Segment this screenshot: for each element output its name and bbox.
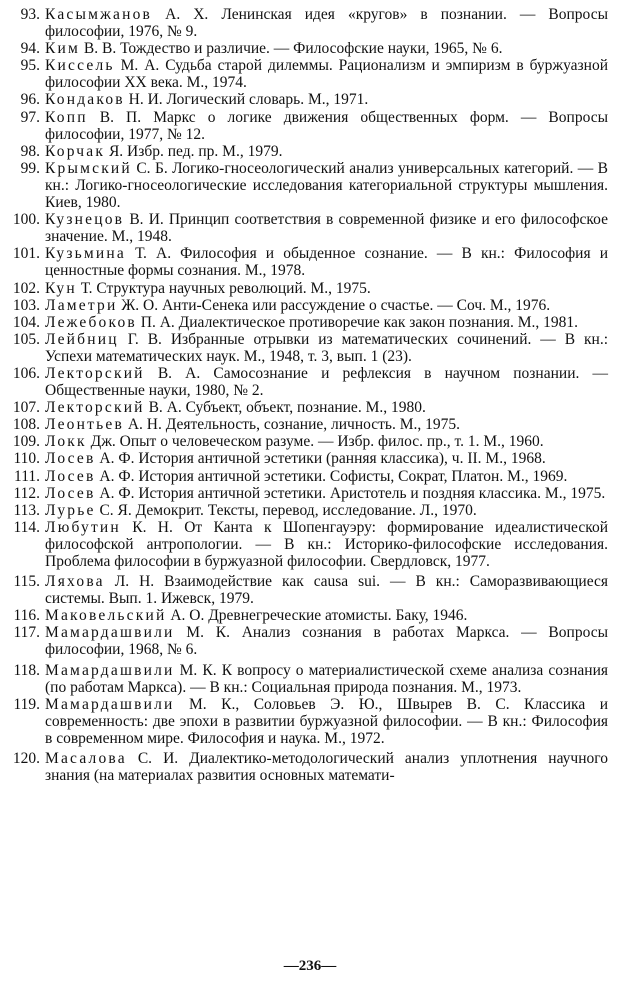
bib-entry-116: [6, 607, 608, 624]
entry-author: Маковельский: [45, 607, 167, 625]
bib-entry-99: [6, 160, 608, 211]
entry-text: [45, 607, 608, 624]
entry-author: Касымжанов: [45, 6, 153, 23]
bib-entry-109: [6, 433, 608, 450]
entry-number: 112.: [13, 484, 40, 502]
entry-text: [45, 91, 608, 108]
entry-text: [45, 450, 608, 467]
entry-text: [45, 160, 608, 211]
entry-text: [45, 750, 608, 784]
entry-author: Корчак: [45, 142, 106, 160]
bib-entry-117: [6, 624, 608, 658]
entry-citation: С. Я. Демокрит. Тексты, перевод, исследование. Л., 1970.: [95, 501, 477, 519]
entry-number: 103.: [12, 296, 40, 314]
entry-author: Мамардашвили: [45, 661, 175, 679]
entry-number: 100.: [12, 211, 40, 229]
entry-number: 95.: [20, 57, 40, 75]
bib-entry-97: [6, 109, 608, 143]
page-number: —236—: [283, 958, 337, 974]
entry-citation: А. Н. Деятельность, сознание, личность. М., 1975.: [123, 416, 461, 434]
entry-text: [45, 696, 608, 747]
entry-citation: В. В. Тождество и различие. — Философские науки, 1965, № 6.: [80, 40, 503, 58]
entry-citation: М. К. К вопросу о материалистической схеме анализа сознания (по работам Маркса). — В кн.: Социальная природа познания. М., 1973.: [45, 661, 608, 696]
bib-entry-95: [6, 57, 608, 91]
entry-text: [45, 399, 608, 416]
entry-citation: В. И. Принцип соответствия в современной физике и его философское значение. М., 1948.: [45, 211, 608, 246]
entry-text: [45, 245, 608, 279]
entry-author: Ламетри: [45, 296, 118, 314]
entry-citation: М. А. Судьба старой дилеммы. Рационализм и эмпиризм в буржуазной философии XX века. М., 1974.: [45, 57, 608, 92]
entry-author: Лекторский: [45, 364, 145, 382]
entry-author: Лосев: [45, 484, 96, 502]
entry-text: [45, 502, 608, 519]
entry-citation: Т. Структура научных революций. М., 1975.: [76, 279, 371, 297]
entry-text: [45, 143, 608, 160]
entry-citation: А. Ф. История античной эстетики (ранняя классика), ч. II. М., 1968.: [95, 450, 546, 468]
entry-number: 109.: [12, 433, 40, 451]
entry-citation: Ж. О. Анти-Сенека или рассуждение о счастье. — Соч. М., 1976.: [117, 296, 551, 314]
bib-entry-103: [6, 297, 608, 314]
entry-citation: Т. А. Философия и обыденное сознание. — В кн.: Философия и ценностные формы сознания. М., 1978.: [45, 245, 608, 280]
entry-number: 108.: [12, 416, 40, 434]
entry-citation: А. Ф. История античной эстетики. Аристотель и поздняя классика. М., 1975.: [95, 484, 606, 502]
bib-entry-113: [6, 502, 608, 519]
entry-number: 107.: [12, 399, 40, 417]
bib-entry-118: [6, 662, 608, 696]
entry-citation: М. К., Соловьев Э. Ю., Швырев В. С. Классика и современность: две эпохи в развитии буржуазной философии. — В кн.: Философия в современном мире. Философия и наука. М., 1972.: [45, 695, 608, 747]
entry-author: Кузьмина: [45, 245, 126, 263]
bib-entry-119: [6, 696, 608, 747]
entry-citation: Н. И. Логический словарь. М., 1971.: [124, 91, 369, 109]
entry-author: Киссель: [45, 57, 115, 75]
entry-text: [45, 519, 608, 570]
entry-text: [45, 573, 608, 607]
entry-text: [45, 211, 608, 245]
bib-entry-94: [6, 40, 608, 57]
entry-number: 105.: [12, 330, 40, 348]
entry-citation: В. П. Маркс о логике движения общественных форм. — Вопросы философии, 1977, № 12.: [45, 108, 608, 143]
entry-number: 119.: [13, 695, 40, 713]
entry-author: Лейбниц: [45, 330, 119, 348]
entry-author: Кондаков: [45, 91, 125, 109]
entry-number: 101.: [12, 245, 40, 263]
entry-text: [45, 416, 608, 433]
entry-number: 102.: [12, 279, 40, 297]
entry-number: 97.: [20, 108, 40, 126]
bib-entry-104: [6, 314, 608, 331]
bib-entry-96: [6, 91, 608, 108]
entry-text: [45, 280, 608, 297]
entry-citation: Дж. Опыт о человеческом разуме. — Избр. филос. пр., т. 1. М., 1960.: [86, 433, 544, 451]
entry-text: [45, 624, 608, 658]
entry-text: [45, 40, 608, 57]
entry-number: 110.: [13, 450, 40, 468]
entry-author: Ляхова: [45, 573, 105, 591]
entry-number: 117.: [13, 624, 40, 642]
entry-text: [45, 314, 608, 331]
entry-number: 111.: [14, 467, 40, 485]
entry-number: 96.: [20, 91, 40, 109]
entry-author: Лосев: [45, 450, 96, 468]
entry-author: Мамардашвили: [45, 624, 175, 642]
bib-entry-120: [6, 750, 608, 784]
entry-number: 116.: [13, 607, 40, 625]
entry-number: 99.: [20, 159, 40, 177]
entry-author: Ким: [45, 40, 81, 58]
bib-entry-106: [6, 365, 608, 399]
entry-author: Леонтьев: [45, 416, 124, 434]
entry-citation: Л. Н. Взаимодействие как causa sui. — В кн.: Саморазвивающиеся системы. Вып. 1. Ижевск, 1979.: [45, 573, 608, 608]
entry-author: Любутин: [45, 518, 121, 536]
entry-citation: А. О. Древнегреческие атомисты. Баку, 1946.: [166, 607, 468, 625]
entry-text: [45, 6, 608, 40]
bib-entry-108: [6, 416, 608, 433]
bib-entry-101: [6, 245, 608, 279]
entry-text: [45, 468, 608, 485]
entry-text: [45, 109, 608, 143]
entry-author: Копп: [45, 108, 88, 126]
entry-citation: А. Х. Ленинская идея «кругов» в познании. — Вопросы философии, 1976, № 9.: [45, 6, 608, 41]
entry-citation: В. А. Самосознание и рефлексия в научном познании. — Общественные науки, 1980, № 2.: [45, 364, 608, 400]
entry-number: 120.: [12, 750, 40, 768]
bib-entry-107: [6, 399, 608, 416]
bib-entry-110: [6, 450, 608, 467]
entry-author: Лосев: [45, 467, 96, 485]
entry-text: [45, 297, 608, 314]
entry-citation: М. К. Анализ сознания в работах Маркса. — Вопросы философии, 1968, № 6.: [45, 624, 608, 659]
entry-number: 113.: [13, 501, 40, 519]
entry-number: 98.: [20, 142, 40, 160]
entry-text: [45, 365, 608, 399]
entry-author: Кун: [45, 279, 77, 297]
entry-author: Лекторский: [45, 399, 145, 417]
entry-citation: С. Б. Логико-гносеологический анализ универсальных категорий. — В кн.: Логико-гносеологические исследования категориальной структуры мышления. Киев, 1980.: [45, 159, 608, 212]
entry-number: 93.: [20, 6, 40, 23]
entry-text: [45, 433, 608, 450]
entry-citation: С. И. Диалектико-методологический анализ уплотнения научного знания (на материалах развития основных математи-: [45, 750, 608, 785]
entry-number: 106.: [12, 364, 40, 382]
entry-author: Лурье: [45, 501, 96, 519]
entry-citation: Г. В. Избранные отрывки из математических сочинений. — В кн.: Успехи математических наук. М., 1948, т. 3, вып. 1 (23).: [45, 330, 608, 365]
bib-entry-111: [6, 468, 608, 485]
bib-entry-115: [6, 573, 608, 607]
entry-text: [45, 662, 608, 696]
entry-author: Локк: [45, 433, 87, 451]
entry-number: 94.: [20, 40, 40, 58]
entry-citation: К. Н. От Канта к Шопенгауэру: формирование идеалистической философской антропологии. — В кн.: Историко-философские исследования. Проблема философии в буржуазной философии. Свердловск, 1977.: [45, 518, 608, 570]
entry-text: [45, 57, 608, 91]
entry-citation: П. А. Диалектическое противоречие как закон познания. М., 1981.: [136, 313, 579, 331]
entry-text: [45, 331, 608, 365]
bib-entry-112: [6, 485, 608, 502]
entry-author: Кузнецов: [45, 211, 125, 229]
entry-author: Крымский: [45, 159, 132, 177]
bib-entry-98: [6, 143, 608, 160]
entry-number: 114.: [13, 518, 40, 536]
entry-number: 115.: [13, 573, 40, 591]
bib-entry-102: [6, 280, 608, 297]
bib-entry-114: [6, 519, 608, 570]
bib-entry-105: [6, 331, 608, 365]
entry-author: Лежебоков: [45, 313, 137, 331]
bib-entry-93: [6, 6, 608, 40]
entry-citation: В. А. Субъект, объект, познание. М., 1980.: [144, 399, 426, 417]
bib-entry-100: [6, 211, 608, 245]
entry-citation: Я. Избр. пед. пр. М., 1979.: [105, 142, 283, 160]
entry-citation: А. Ф. История античной эстетики. Софисты, Сократ, Платон. М., 1969.: [95, 467, 568, 485]
entry-number: 104.: [12, 313, 40, 331]
entry-author: Масалова: [45, 750, 127, 768]
entry-text: [45, 485, 608, 502]
entry-author: Мамардашвили: [45, 695, 175, 713]
entry-number: 118.: [13, 661, 40, 679]
